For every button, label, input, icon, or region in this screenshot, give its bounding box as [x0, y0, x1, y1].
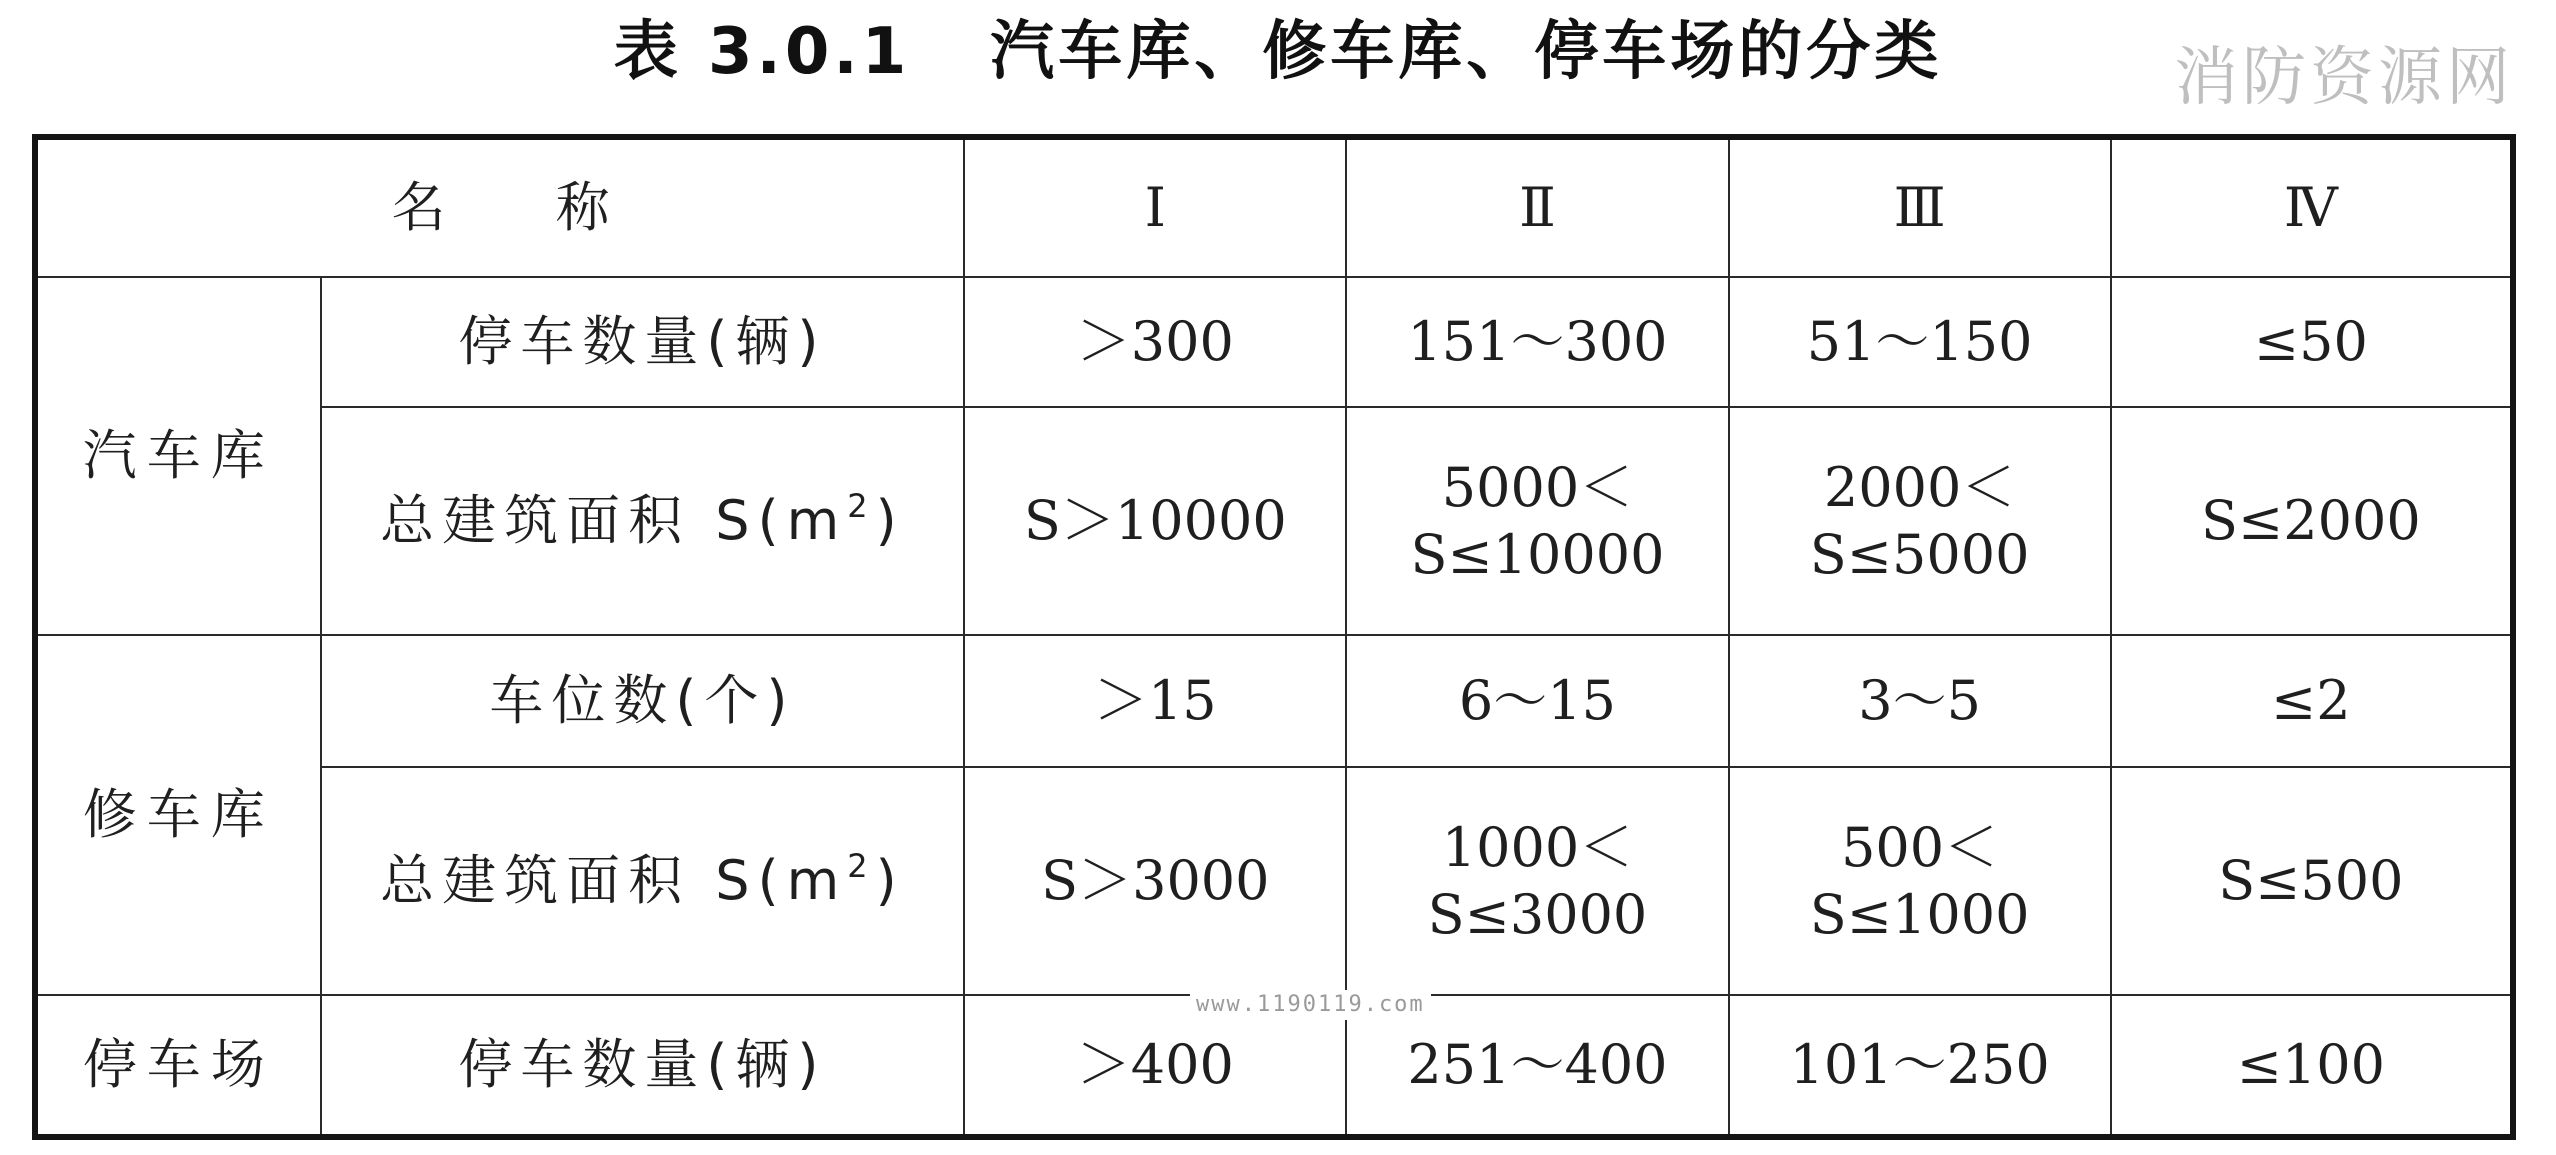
repair-area-class-2 — [1346, 767, 1728, 995]
repair-area-class-3-upper: S≤1000 — [1809, 883, 2030, 946]
header-class-3: Ⅲ — [1729, 137, 2111, 277]
table-row — [35, 407, 2513, 635]
group-repair: 修车库 — [35, 635, 321, 995]
garage-area-class-4: S≤2000 — [2111, 407, 2513, 635]
site-watermark: 消防资源网 — [2174, 41, 2514, 115]
table-row — [35, 767, 2513, 995]
header-name-cell: 名称 — [35, 137, 964, 277]
garage-count-class-1: ＞300 — [964, 277, 1346, 407]
table-number: 表 3.0.1 — [613, 15, 911, 89]
area-label-text: 总建筑面积 S(m — [380, 849, 848, 913]
header-class-1: Ⅰ — [964, 137, 1346, 277]
garage-area-class-3-upper: S≤5000 — [1809, 523, 2030, 586]
garage-area-class-3 — [1729, 407, 2111, 635]
repair-area-class-2-lower: 1000＜ — [1441, 815, 1634, 879]
repair-area-class-2-upper: S≤3000 — [1427, 883, 1648, 946]
header-class-2: Ⅱ — [1346, 137, 1728, 277]
parking-count-class-2: 251～400 — [1346, 995, 1728, 1137]
repair-area-class-1: S＞3000 — [964, 767, 1346, 995]
area-label-suffix: ) — [875, 849, 905, 913]
table-row — [35, 277, 2513, 407]
garage-count-class-3: 51～150 — [1729, 277, 2111, 407]
repair-area-class-4: S≤500 — [2111, 767, 2513, 995]
parking-count-class-4: ≤100 — [2111, 995, 2513, 1137]
row-label-repair-count: 车位数(个) — [321, 635, 965, 767]
repair-count-class-4: ≤2 — [2111, 635, 2513, 767]
area-label-suffix: ) — [875, 489, 905, 553]
garage-count-class-2: 151～300 — [1346, 277, 1728, 407]
group-garage: 汽车库 — [35, 277, 321, 635]
garage-area-class-3-lower: 2000＜ — [1823, 455, 2016, 519]
row-label-garage-count: 停车数量(辆) — [321, 277, 965, 407]
area-label-text: 总建筑面积 S(m — [380, 489, 848, 553]
garage-area-class-1: S＞10000 — [964, 407, 1346, 635]
parking-count-class-1: ＞400 — [964, 995, 1346, 1137]
repair-count-class-1: ＞15 — [964, 635, 1346, 767]
table-title-text: 汽车库、修车库、停车场的分类 — [990, 15, 1943, 89]
garage-area-class-2-lower: 5000＜ — [1441, 455, 1634, 519]
table-row — [35, 635, 2513, 767]
area-label-superscript: 2 — [847, 487, 876, 526]
area-label-superscript: 2 — [847, 847, 876, 886]
garage-area-class-2-upper: S≤10000 — [1410, 523, 1665, 586]
garage-count-class-4: ≤50 — [2111, 277, 2513, 407]
header-class-4: Ⅳ — [2111, 137, 2513, 277]
table-title — [0, 6, 2556, 98]
group-parking: 停车场 — [35, 995, 321, 1137]
row-label-repair-area — [321, 767, 965, 995]
url-watermark: www.1190119.com — [1190, 990, 1431, 1020]
repair-count-class-2: 6～15 — [1346, 635, 1728, 767]
repair-area-class-3 — [1729, 767, 2111, 995]
garage-area-class-2 — [1346, 407, 1728, 635]
repair-count-class-3: 3～5 — [1729, 635, 2111, 767]
row-label-garage-area — [321, 407, 965, 635]
row-label-parking-count: 停车数量(辆) — [321, 995, 965, 1137]
parking-count-class-3: 101～250 — [1729, 995, 2111, 1137]
repair-area-class-3-lower: 500＜ — [1841, 815, 1999, 879]
header-row — [35, 137, 2513, 277]
